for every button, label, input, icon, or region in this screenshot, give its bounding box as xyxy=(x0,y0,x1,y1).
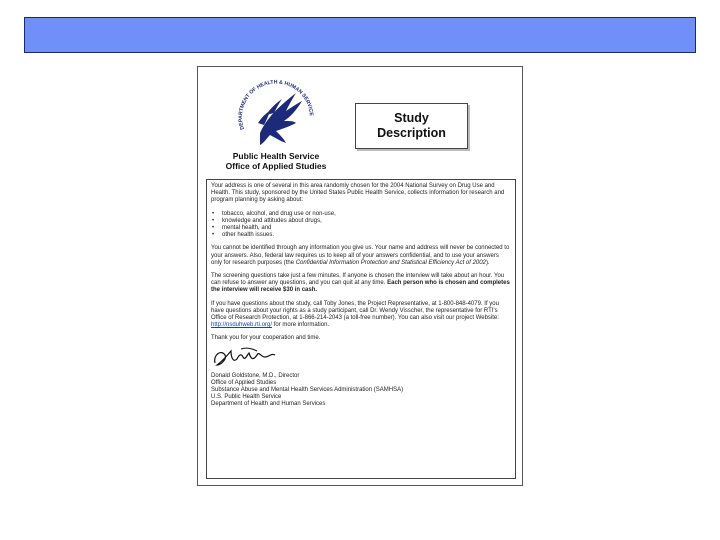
hhs-eagle-logo xyxy=(230,71,322,155)
list-item: • other health issues. xyxy=(219,232,511,239)
slide-title-bar xyxy=(24,17,696,53)
letter-body xyxy=(206,179,516,479)
list-item: • knowledge and attitudes about drugs, xyxy=(219,218,511,225)
project-website-link[interactable]: http://nsduhweb.rti.org/ xyxy=(211,322,273,329)
screening-paragraph: The screening questions take just a few minutes. If anyone is chosen the interview will take about an hour. You can refuse to answer any questions, and you can quit at any time. Each person who is chosen and completes the interview will receive $30 in cash. xyxy=(211,273,510,294)
topics-list xyxy=(211,211,511,240)
handwritten-signature xyxy=(211,345,281,371)
contact-paragraph: If you have questions about the study, call Toby Jones, the Project Representative, at 1-800-848-4079. If you have questions about your rights as a study participant, call Dr. Wendy Visscher, the representative for RTI's Office of Research Protection, at 1-866-214-2043 (a toll-free number). You can also visit our project Website: http://nsduhweb.rti.org/ for more information. xyxy=(211,300,499,329)
confidentiality-paragraph: You cannot be identified through any information you give us. Your name and address will never be connected to your answers. Also, federal law requires us to keep all of your answers confidential, and to use your answers only for research purposes (the Confidential Information Protection and Statistical Efficiency Act of 2002). xyxy=(211,245,510,266)
signature-block: Donald Goldstone, M.D., Director Office of Applied Studies Substance Abuse and Mental Health Services Administration (SAMHSA) U.S. Public Health Service Department of Health and Human Services xyxy=(211,372,404,408)
incentive-text: Each person who is chosen and completes the interview will receive $30 in cash. xyxy=(211,280,510,294)
thanks-line: Thank you for your cooperation and time. xyxy=(211,335,321,342)
list-item: • tobacco, alcohol, and drug use or non-use, xyxy=(219,211,511,218)
logo-ring-text: DEPARTMENT OF HEALTH & HUMAN SERVICE xyxy=(237,79,314,131)
study-description-heading: Study Description xyxy=(355,103,468,149)
study-description-document xyxy=(197,66,523,486)
intro-paragraph: Your address is one of several in this area randomly chosen for the 2004 National Survey on Drug Use and Health. This study, sponsored by the United States Public Health Service, collects information for research and program planning by asking about: xyxy=(211,183,505,204)
list-item: • mental health, and xyxy=(219,225,511,232)
act-name: Confidential Information Protection and Statistical Efficiency Act of 2002 xyxy=(295,259,486,266)
org-name: Public Health Service Office of Applied Studies xyxy=(225,151,327,171)
